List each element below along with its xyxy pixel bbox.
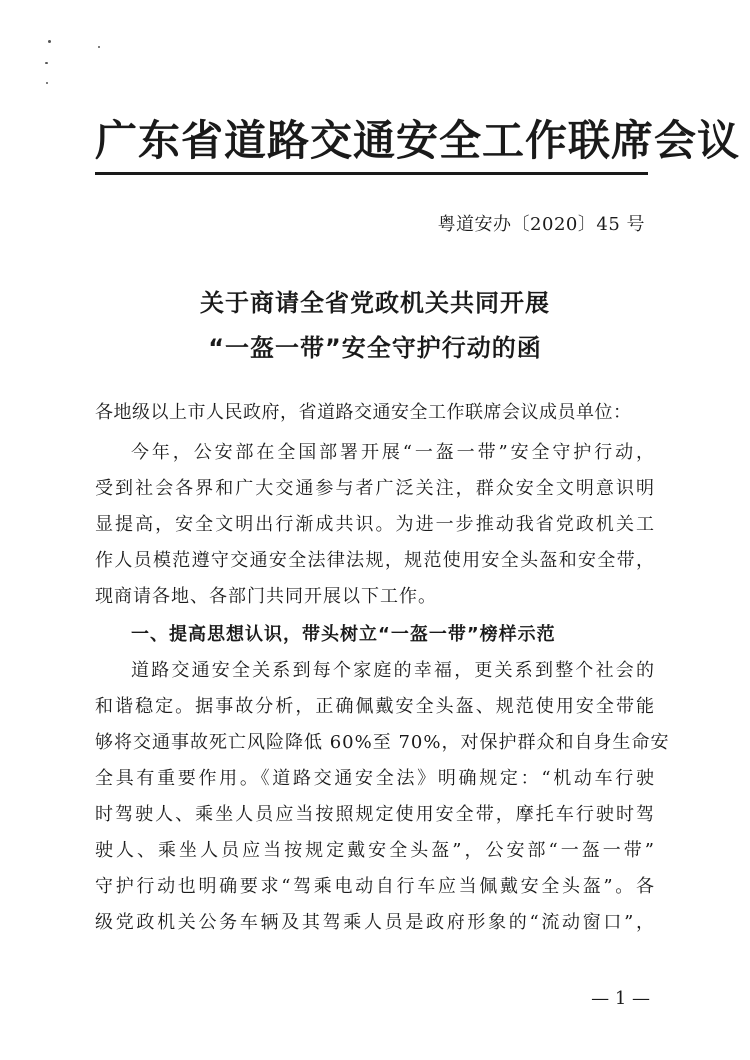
body-line: 时驾驶人、乘坐人员应当按照规定使用安全带，摩托车行驶时驾 — [95, 804, 655, 825]
body-line: 级党政机关公务车辆及其驾乘人员是政府形象的“流动窗口”， — [95, 912, 655, 933]
document-title-line-1: 关于商请全省党政机关共同开展 — [200, 289, 550, 317]
document-title-line-2: “一盔一带”安全守护行动的函 — [208, 334, 542, 362]
intro-line: 作人员模范遵守交通安全法律法规，规范使用安全头盔和安全带， — [95, 550, 655, 571]
intro-line: 受到社会各界和广大交通参与者广泛关注，群众安全文明意识明 — [95, 478, 655, 499]
body-line: 全具有重要作用。《道路交通安全法》明确规定：“机动车行驶 — [95, 768, 655, 789]
body-line: 驶人、乘坐人员应当按规定戴安全头盔”，公安部“一盔一带” — [95, 840, 655, 861]
intro-line: 显提高，安全文明出行渐成共识。为进一步推动我省党政机关工 — [95, 514, 655, 535]
masthead-divider — [95, 172, 648, 175]
body-line: 够将交通事故死亡风险降低 60%至 70%，对保护群众和自身生命安 — [95, 732, 670, 753]
page-number: — 1 — — [591, 988, 650, 1009]
body-line: 守护行动也明确要求“驾乘电动自行车应当佩戴安全头盔”。各 — [95, 876, 655, 897]
org-masthead-title: 广东省道路交通安全工作联席会议 — [95, 116, 741, 165]
document-number: 粤道安办〔2020〕45 号 — [437, 214, 645, 235]
body-line: 道路交通安全关系到每个家庭的幸福，更关系到整个社会的 — [131, 660, 655, 681]
intro-line: 今年，公安部在全国部署开展“一盔一带”安全守护行动， — [131, 442, 655, 463]
intro-line: 现商请各地、各部门共同开展以下工作。 — [95, 586, 437, 607]
section-heading-1: 一、提高思想认识，带头树立“一盔一带”榜样示范 — [131, 624, 556, 645]
body-line: 和谐稳定。据事故分析，正确佩戴安全头盔、规范使用安全带能 — [95, 696, 655, 717]
salutation: 各地级以上市人民政府，省道路交通安全工作联席会议成员单位： — [95, 402, 632, 423]
